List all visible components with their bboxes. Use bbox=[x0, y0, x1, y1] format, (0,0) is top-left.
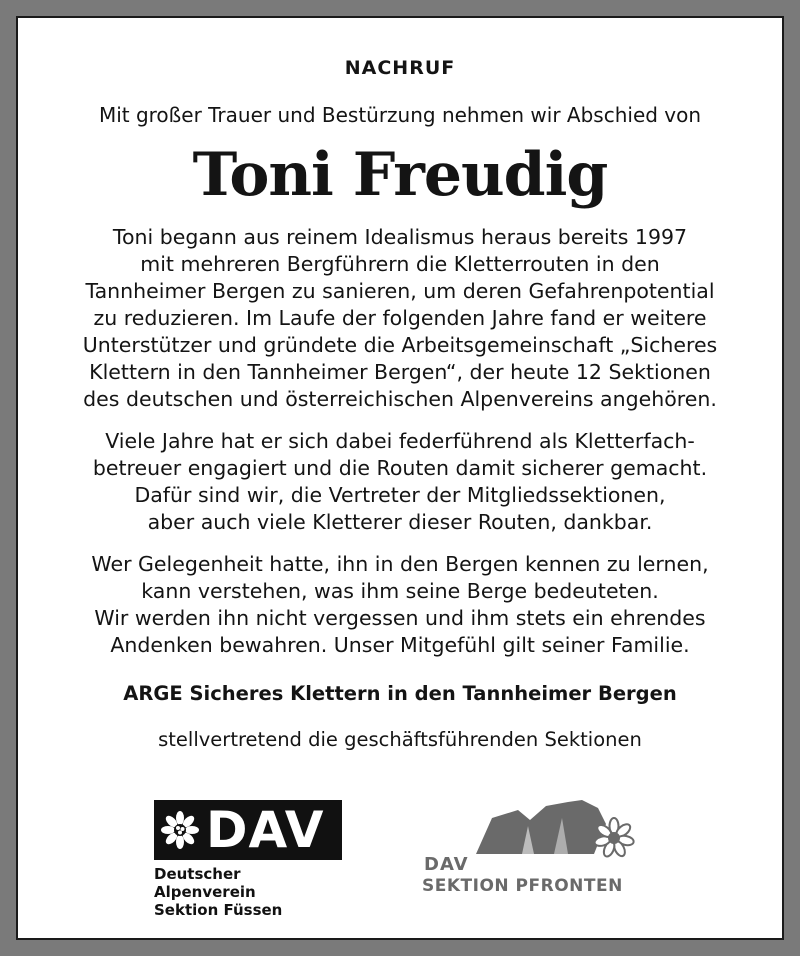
caption-line-2: Sektion Füssen bbox=[154, 901, 283, 919]
text-line: Klettern in den Tannheimer Bergen“, der heute 12 Sektionen bbox=[89, 360, 711, 384]
text-line: aber auch viele Kletterer dieser Routen, dankbar. bbox=[147, 510, 653, 534]
dav-fuessen-caption bbox=[154, 865, 344, 919]
text-line: Viele Jahre hat er sich dabei federführend als Kletterfach- bbox=[105, 429, 695, 453]
text-line: Unterstützer und gründete die Arbeitsgemeinschaft „Sicheres bbox=[82, 333, 718, 357]
dav-fuessen-logo bbox=[154, 800, 344, 919]
deceased-name: Toni Freudig bbox=[192, 140, 608, 210]
paragraph-2 bbox=[36, 428, 764, 536]
text-line: kann verstehen, was ihm seine Berge bedeuteten. bbox=[141, 579, 659, 603]
organization-name: ARGE Sicheres Klettern in den Tannheimer Bergen bbox=[123, 682, 677, 705]
text-line: Wer Gelegenheit hatte, ihn in den Bergen kennen zu lernen, bbox=[91, 552, 709, 576]
text-line: Dafür sind wir, die Vertreter der Mitgliedssektionen, bbox=[134, 483, 666, 507]
text-line: Wir werden ihn nicht vergessen und ihm stets ein ehrendes bbox=[94, 606, 706, 630]
organization-subline: stellvertretend die geschäftsführenden Sektionen bbox=[158, 728, 642, 751]
dav-letters: DAV bbox=[206, 801, 325, 859]
text-line: mit mehreren Bergführern die Kletterrouten in den bbox=[140, 252, 660, 276]
dav-pfronten-logo bbox=[418, 796, 658, 906]
text-line: zu reduzieren. Im Laufe der folgenden Jahre fand er weitere bbox=[93, 306, 707, 330]
caption-line-1: Deutscher Alpenverein bbox=[154, 865, 256, 901]
edelweiss-icon bbox=[160, 810, 200, 850]
obituary-content bbox=[36, 56, 764, 753]
dav-logo-box bbox=[154, 800, 342, 860]
paragraph-3 bbox=[36, 551, 764, 659]
paragraph-1 bbox=[36, 224, 764, 413]
intro-line: Mit großer Trauer und Bestürzung nehmen wir Abschied von bbox=[98, 103, 702, 127]
notice-heading: NACHRUF bbox=[344, 57, 456, 79]
pfronten-section-label: SEKTION PFRONTEN bbox=[422, 876, 623, 896]
text-line: Andenken bewahren. Unser Mitgefühl gilt seiner Familie. bbox=[110, 633, 690, 657]
text-line: betreuer engagiert und die Routen damit sicherer gemacht. bbox=[92, 456, 708, 480]
pfronten-dav-label: DAV bbox=[424, 854, 469, 875]
text-line: Toni begann aus reinem Idealismus heraus bereits 1997 bbox=[112, 225, 688, 249]
text-line: Tannheimer Bergen zu sanieren, um deren Gefahrenpotential bbox=[85, 279, 715, 303]
text-line: des deutschen und österreichischen Alpenvereins angehören. bbox=[83, 387, 717, 411]
